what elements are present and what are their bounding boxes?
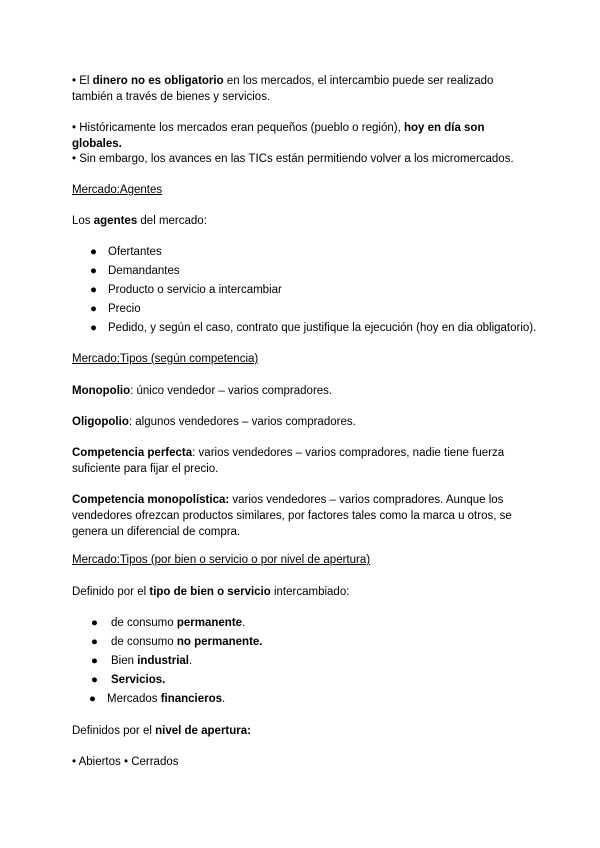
monopolio-definition <box>72 383 532 399</box>
list-item-text: Ofertantes <box>108 246 162 258</box>
text: Definidos por el <box>72 725 156 737</box>
list-item <box>90 301 141 317</box>
list-item <box>90 320 536 336</box>
text: Los <box>72 215 94 227</box>
bullet-icon: ● <box>91 636 98 648</box>
bold-text: financieros <box>160 693 223 705</box>
bullet-icon: ● <box>91 617 98 629</box>
apertura-items: • Abiertos • Cerrados <box>72 756 179 768</box>
bold-text: industrial <box>137 655 189 667</box>
list-item-text: Precio <box>108 303 141 315</box>
list-item <box>90 244 162 260</box>
bullet-icon: ● <box>90 284 97 296</box>
text: Mercados <box>107 693 161 705</box>
text: Bien <box>111 655 138 667</box>
list-item <box>89 691 225 707</box>
bold-text: hoy en día son globales. <box>72 122 485 150</box>
bold-text: dinero no es obligatorio <box>92 75 224 87</box>
text: en los mercados, el intercambio puede ser realizado también a través de bienes y servicios. <box>72 75 494 103</box>
list-item-text: Pedido, y según el caso, contrato que justifique la ejecución (hoy en dia obligatorio). <box>108 322 537 334</box>
competencia-monopolistica-definition <box>72 492 532 540</box>
term: Oligopolio <box>72 416 129 428</box>
bold-text: Servicios. <box>111 674 166 686</box>
list-item <box>91 615 245 631</box>
bullet-icon: ● <box>90 303 97 315</box>
definition-text: : único vendedor – varios compradores. <box>130 385 333 397</box>
bullet-icon: ● <box>90 322 97 334</box>
list-item <box>91 653 192 669</box>
bold-text: agentes <box>93 215 138 227</box>
list-item <box>91 634 263 650</box>
list-item <box>91 672 165 688</box>
text: de consumo <box>111 636 177 648</box>
text: . <box>222 693 226 705</box>
bold-text: tipo de bien o servicio <box>149 586 271 598</box>
text: de consumo <box>111 617 177 629</box>
bold-text: no permanente. <box>176 636 263 648</box>
text: Definido por el <box>72 586 150 598</box>
bullet-icon: ● <box>90 265 97 277</box>
term: Competencia monopolística: <box>72 494 230 506</box>
term: Competencia perfecta <box>72 447 193 459</box>
bold-text: permanente <box>176 617 243 629</box>
text: • Históricamente los mercados eran pequeños (pueblo o región), <box>72 122 404 134</box>
definition-text: : algunos vendedores – varios compradores. <box>128 416 356 428</box>
section-heading-tipos-bien: Mercado:Tipos (por bien o servicio o por nivel de apertura) <box>72 554 371 566</box>
text: intercambiado: <box>270 586 350 598</box>
bullet-icon: ● <box>91 655 98 667</box>
list-item <box>90 263 180 279</box>
section-heading-agentes: Mercado:Agentes <box>72 184 163 196</box>
list-item-text: Demandantes <box>108 265 180 277</box>
intro-paragraph-2 <box>72 120 532 152</box>
nivel-apertura-lead <box>72 723 532 739</box>
bullet-icon: ● <box>91 674 98 686</box>
term: Monopolio <box>72 385 131 397</box>
agentes-lead <box>72 213 532 229</box>
tipo-bien-lead <box>72 584 532 600</box>
text: . <box>188 655 193 667</box>
section-heading-tipos-competencia: Mercado:Tipos (según competencia) <box>72 353 259 365</box>
definition-text: : varios vendedores – varios compradores, nadie tiene fuerza suficiente para fijar el precio. <box>72 447 505 475</box>
list-item-text: Producto o servicio a intercambiar <box>108 284 282 296</box>
list-item <box>90 282 282 298</box>
bold-text: nivel de apertura: <box>155 725 251 737</box>
text: del mercado: <box>137 215 207 227</box>
text: . <box>242 617 246 629</box>
bullet-icon: ● <box>90 246 97 258</box>
oligopolio-definition <box>72 414 532 430</box>
definition-text: varios vendedores – varios compradores. Aunque los vendedores ofrezcan productos similares, por factores tales como la marca u otros, se genera un diferencial de compra. <box>72 494 512 538</box>
intro-paragraph-1 <box>72 73 532 105</box>
bullet-icon: ● <box>89 693 96 705</box>
competencia-perfecta-definition <box>72 445 532 477</box>
text: • El <box>72 75 93 87</box>
intro-paragraph-3: • Sin embargo, los avances en las TICs están permitiendo volver a los micromercados. <box>72 153 514 165</box>
